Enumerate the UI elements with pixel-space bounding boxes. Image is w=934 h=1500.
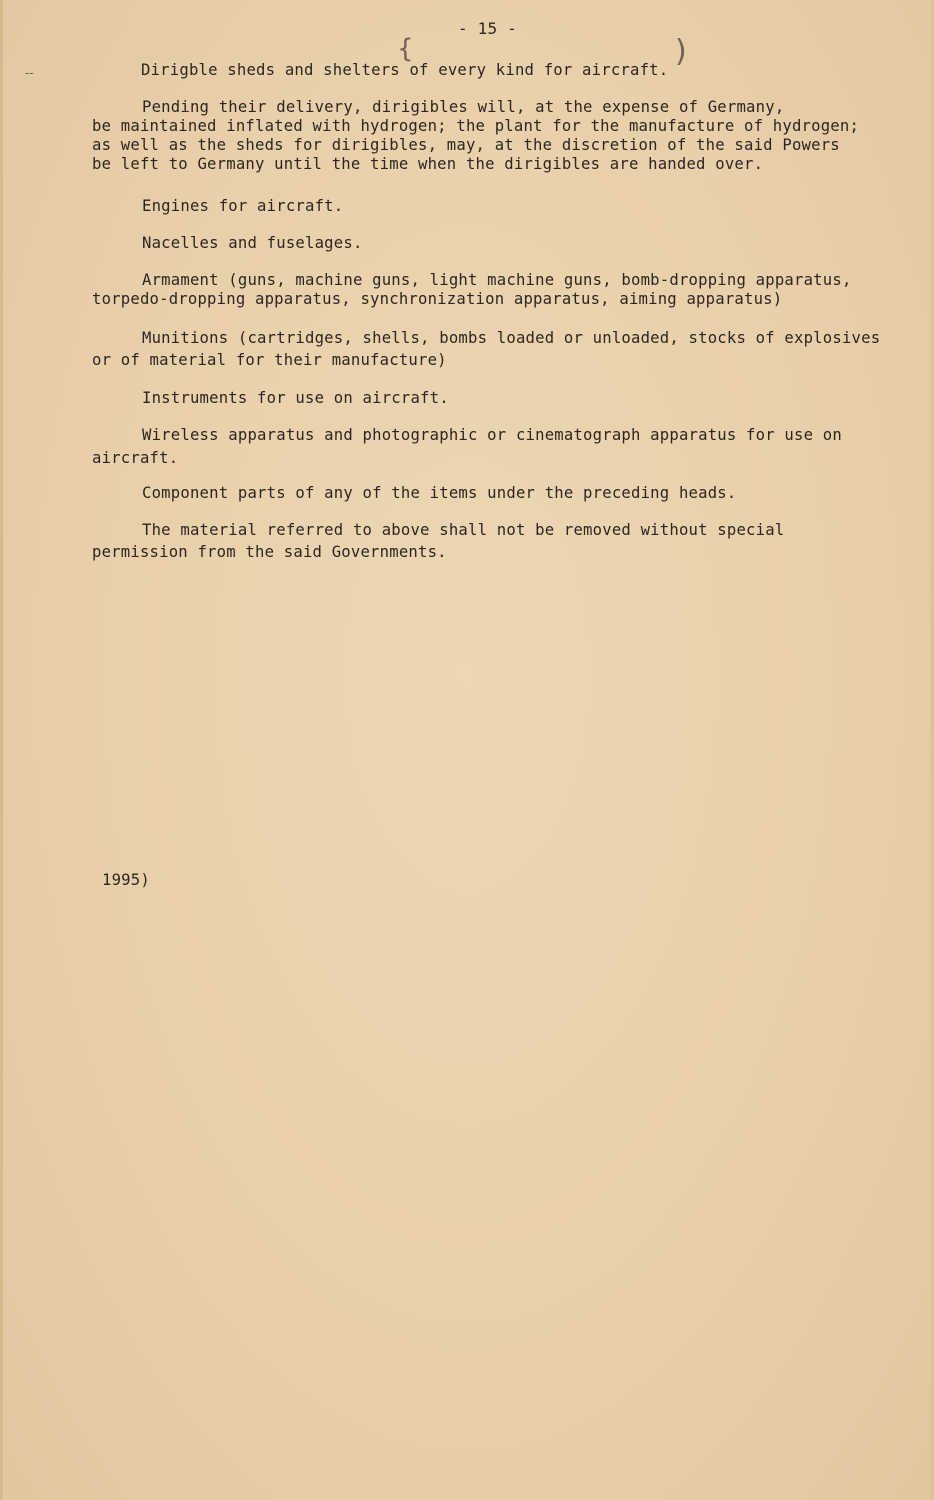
- paragraph-line: or of material for their manufacture): [92, 351, 447, 369]
- document-code: 1995): [102, 871, 150, 889]
- paragraph-line: permission from the said Governments.: [92, 543, 447, 561]
- paragraph-line: Armament (guns, machine guns, light machine guns, bomb-dropping apparatus,: [142, 271, 852, 289]
- paragraph-line: Nacelles and fuselages.: [142, 234, 363, 252]
- paragraph-line: Munitions (cartridges, shells, bombs loaded or unloaded, stocks of explosives: [142, 329, 881, 347]
- paragraph-line: Instruments for use on aircraft.: [142, 389, 449, 407]
- paragraph-line: Dirigble sheds and shelters of every kind for aircraft.: [141, 61, 669, 79]
- paragraph-line: Pending their delivery, dirigibles will, at the expense of Germany,: [142, 98, 785, 116]
- brace-mark: ): [675, 34, 687, 69]
- paragraph-line: The material referred to above shall not be removed without special: [142, 521, 785, 539]
- paragraph-line: torpedo-dropping apparatus, synchronization apparatus, aiming apparatus): [92, 290, 783, 308]
- margin-dash-mark: --: [25, 66, 34, 80]
- paragraph-line: Component parts of any of the items under the preceding heads.: [142, 484, 737, 502]
- brace-mark: {: [397, 34, 414, 64]
- paragraph-line: be left to Germany until the time when the dirigibles are handed over.: [92, 155, 764, 173]
- page-number: - 15 -: [458, 19, 517, 38]
- paragraph-line: as well as the sheds for dirigibles, may, at the discretion of the said Powers: [92, 136, 840, 154]
- paragraph-line: be maintained inflated with hydrogen; the plant for the manufacture of hydrogen;: [92, 117, 860, 135]
- paragraph-line: Wireless apparatus and photographic or cinematograph apparatus for use on: [142, 426, 842, 444]
- paragraph-line: Engines for aircraft.: [142, 197, 344, 215]
- paragraph-line: aircraft.: [92, 449, 179, 467]
